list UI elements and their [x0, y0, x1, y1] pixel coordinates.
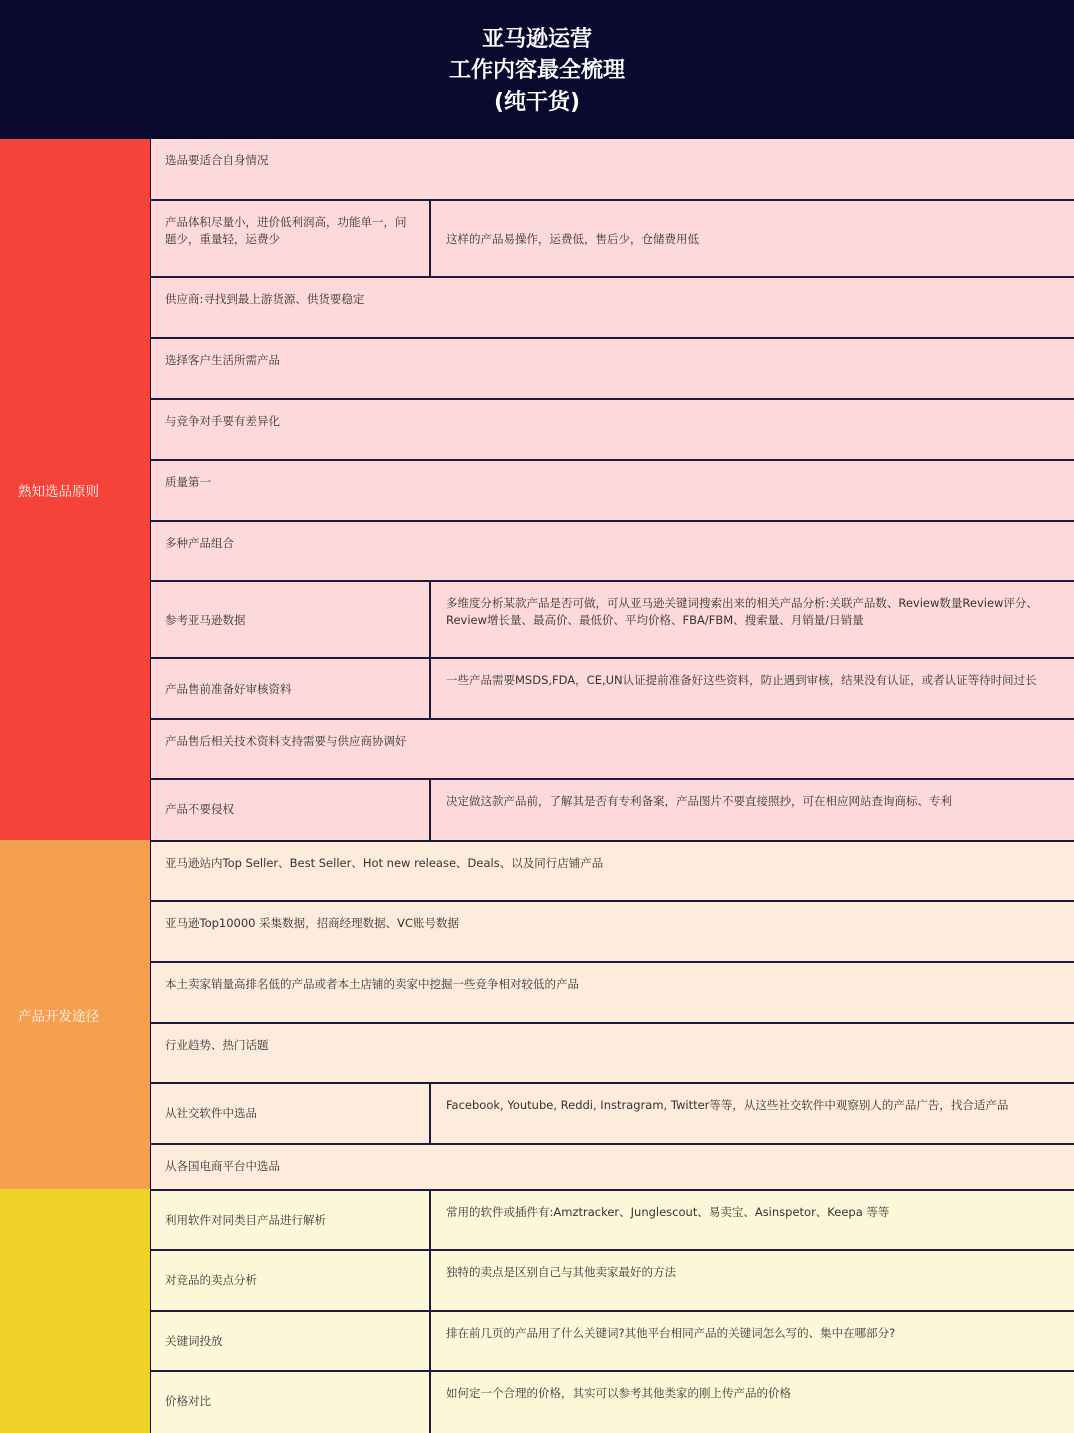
table-row [151, 900, 1074, 962]
page-subtitle: 工作内容最全梳理 [448, 58, 625, 83]
row-detail: 常用的软件或插件有:Amztracker、Junglescout、易卖宝、Asinspetor、Keepa 等等 [446, 1205, 890, 1219]
section-rows [151, 840, 1074, 1189]
row-label: 对竞品的卖点分析 [151, 1251, 431, 1311]
table-row [151, 398, 1074, 460]
table-row [151, 961, 1074, 1023]
row-detail: 排在前几页的产品用了什么关键词?其他平台相同产品的关键词怎么写的、集中在哪部分? [446, 1326, 896, 1340]
category-label: 产品开发途径 [18, 1009, 99, 1025]
table-row [151, 778, 1074, 840]
row-label: 利用软件对同类目产品进行解析 [151, 1191, 431, 1250]
header [0, 0, 1074, 138]
table-row [151, 840, 1074, 901]
row-text: 行业趋势、热门话题 [165, 1038, 269, 1052]
category-cell [0, 840, 150, 1189]
row-text: 产品售后相关技术资料支持需要与供应商协调好 [165, 734, 407, 748]
table-row [151, 1143, 1074, 1189]
table-row [151, 337, 1074, 399]
table-row [151, 1082, 1074, 1144]
table-row [151, 1189, 1074, 1250]
table-row [151, 276, 1074, 338]
table-row [151, 1370, 1074, 1433]
row-text: 亚马逊Top10000 采集数据，招商经理数据、VC账号数据 [165, 916, 460, 930]
row-text: 亚马逊站内Top Seller、Best Seller、Hot new release、Deals、以及同行店铺产品 [165, 856, 604, 870]
page-title: 亚马逊运营 [481, 27, 592, 52]
section-product-sourcing [0, 840, 1074, 1189]
table-row [151, 139, 1074, 200]
row-text: 选择客户生活所需产品 [165, 353, 280, 367]
row-text: 多种产品组合 [165, 536, 234, 550]
category-label: 熟知选品原则 [18, 484, 99, 500]
row-label: 产品体积尽量小，进价低利润高，功能单一，问题少，重量轻，运费少 [151, 201, 431, 277]
table-row [151, 718, 1074, 780]
category-cell [0, 139, 150, 840]
row-detail: 独特的卖点是区别自己与其他卖家最好的方法 [446, 1265, 676, 1279]
row-text: 供应商:寻找到最上游货源、供货要稳定 [165, 292, 365, 306]
row-detail: 决定做这款产品前，了解其是否有专利备案，产品图片不要直接照抄，可在相应网站查询商标、专利 [446, 794, 952, 808]
page-tagline: (纯干货) [493, 90, 581, 115]
row-label: 价格对比 [151, 1372, 431, 1433]
row-detail: 多维度分析某款产品是否可做，可从亚马逊关键词搜索出来的相关产品分析:关联产品数、Review数量Review评分、Review增长量、最高价、最低价、平均价格、FBA/FBM、搜索量、月销量/日销量 [446, 596, 1038, 627]
row-label: 从社交软件中选品 [151, 1084, 431, 1144]
row-text: 选品要适合自身情况 [165, 153, 269, 167]
section-selection-principles [0, 139, 1074, 840]
row-text: 从各国电商平台中选品 [165, 1159, 280, 1173]
row-text: 与竞争对手要有差异化 [165, 414, 280, 428]
section-competitor-analysis [0, 1189, 1074, 1433]
table-row [151, 199, 1074, 277]
section-rows [151, 139, 1074, 840]
row-label: 产品售前准备好审核资料 [151, 659, 431, 719]
table-row [151, 520, 1074, 582]
section-rows [151, 1189, 1074, 1433]
row-label: 关键词投放 [151, 1312, 431, 1372]
table-row [151, 580, 1074, 658]
row-text: 本土卖家销量高排名低的产品或者本土店铺的卖家中挖掘一些竞争相对较低的产品 [165, 977, 579, 991]
category-cell [0, 1189, 150, 1433]
row-text: 质量第一 [165, 475, 211, 489]
row-detail: 一些产品需要MSDS,FDA，CE,UN认证提前准备好这些资料，防止遇到审核，结果没有认证，或者认证等待时间过长 [446, 673, 1037, 687]
table-row [151, 459, 1074, 521]
row-label: 产品不要侵权 [151, 780, 431, 840]
table-row [151, 657, 1074, 719]
row-detail: Facebook, Youtube, Reddi, Instragram, Twitter等等，从这些社交软件中观察别人的产品广告，找合适产品 [446, 1098, 1009, 1112]
row-label: 参考亚马逊数据 [151, 582, 431, 658]
table-row [151, 1022, 1074, 1084]
row-detail: 如何定一个合理的价格，其实可以参考其他类家的刚上传产品的价格 [446, 1386, 791, 1400]
table-row [151, 1249, 1074, 1311]
table-row [151, 1310, 1074, 1372]
row-detail: 这样的产品易操作，运费低，售后少，仓储费用低 [446, 231, 699, 246]
